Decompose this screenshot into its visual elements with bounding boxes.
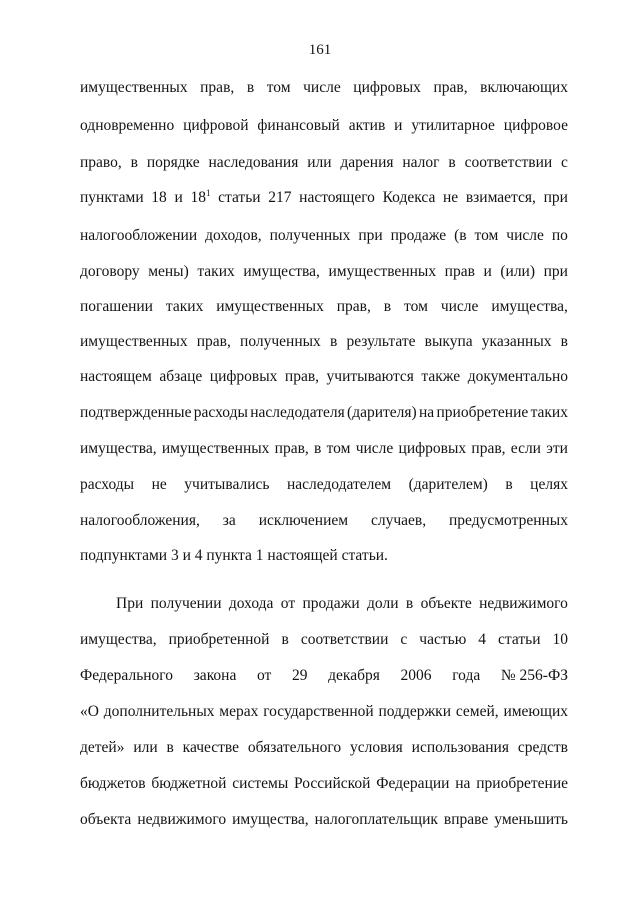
word: цифровых (209, 368, 278, 385)
word: поддержки (378, 703, 452, 720)
word: пунктами (80, 189, 144, 206)
word: цифровых (353, 79, 421, 96)
word: прав, (200, 79, 235, 96)
word: погашении (80, 298, 153, 315)
word: указанных (481, 333, 552, 350)
word: имущественных (80, 79, 188, 96)
word: имущественных (216, 298, 324, 315)
word: наследодателем (286, 476, 392, 493)
word: 10 (552, 631, 568, 648)
word: цифровой (183, 117, 249, 134)
word: имущества, (243, 263, 320, 280)
text-line (80, 702, 568, 722)
word: том (474, 227, 499, 244)
word: дохода (228, 595, 274, 612)
word: продаже (390, 227, 447, 244)
word: имущества, (491, 298, 568, 315)
word: дополнительных (103, 703, 215, 720)
word: право, (80, 154, 122, 171)
word: прав, (284, 368, 320, 385)
word: вправе (443, 811, 489, 828)
word: эти (546, 440, 568, 457)
word: не (443, 189, 459, 206)
word: включающих (480, 79, 568, 96)
word: финансовый (257, 117, 340, 134)
word: (или) (500, 263, 536, 280)
text-line (80, 297, 568, 317)
text-line (80, 403, 568, 423)
word: таких (197, 263, 235, 280)
text-line (80, 475, 568, 495)
word: объекте (420, 595, 472, 612)
text-line (80, 226, 568, 246)
word: расходы (193, 404, 248, 421)
word: объекта (80, 811, 132, 828)
word: таких (530, 404, 568, 421)
text-line (80, 188, 568, 208)
word: (дарителем) (408, 476, 488, 493)
word: в (130, 154, 138, 171)
word: если (510, 440, 541, 457)
word: доли (367, 595, 399, 612)
word: также (421, 368, 461, 385)
word: имущества, (80, 631, 157, 648)
word: 29 (292, 667, 308, 684)
word: том (326, 440, 351, 457)
word: Федерации (376, 775, 450, 792)
word: при (543, 189, 568, 206)
word: 217 (268, 189, 292, 206)
word: имеющих (503, 703, 568, 720)
word: прав, (336, 298, 371, 315)
word: в (448, 154, 456, 171)
word: (в (454, 227, 467, 244)
text-line (80, 666, 568, 686)
word: качестве (182, 739, 240, 756)
page-number: 161 (308, 42, 332, 58)
word: (дарителя) (347, 404, 417, 421)
word: дарения (340, 154, 394, 171)
word: по (551, 227, 568, 244)
word: 2006 (400, 667, 432, 684)
word: исключением (258, 512, 349, 529)
word: При (116, 595, 144, 612)
word: в (383, 298, 392, 315)
word: Федерального (80, 667, 174, 684)
word: прав, (196, 333, 231, 350)
word: в (405, 595, 414, 612)
word: закона (193, 667, 237, 684)
word: № 256-ФЗ (500, 667, 568, 684)
word: статьи (498, 631, 541, 648)
word: утилитарное (411, 117, 495, 134)
word: договору (80, 263, 140, 280)
text-line (80, 439, 568, 459)
word: результате (346, 333, 416, 350)
word: мены) (148, 263, 189, 280)
word: доходов, (205, 227, 262, 244)
word: налогообложении (80, 227, 198, 244)
word: актив (348, 117, 386, 134)
word: полученных (269, 227, 351, 244)
word: на (419, 404, 435, 421)
word: цифровое (503, 117, 568, 134)
word: на (455, 775, 471, 792)
word: прав, (274, 440, 309, 457)
word: семей, (455, 703, 499, 720)
word: продажи (302, 595, 360, 612)
word: недвижимого (479, 595, 568, 612)
word: числе (440, 298, 479, 315)
word: и (394, 117, 403, 134)
text-line (80, 116, 568, 136)
word: обязательного (247, 739, 342, 756)
word: детей» (80, 739, 125, 756)
word: бюджетов (80, 775, 146, 792)
word: не (151, 476, 167, 493)
word: прав, (433, 79, 468, 96)
text-line (80, 78, 568, 98)
word: порядке (146, 154, 200, 171)
word: с (400, 631, 408, 648)
word: года (452, 667, 481, 684)
word: имущества, (80, 440, 157, 457)
word: подтвержденные (80, 404, 192, 421)
word: налог (402, 154, 440, 171)
word: наследодателя (250, 404, 345, 421)
word: том (266, 79, 291, 96)
word: и (174, 189, 183, 206)
word: соответствии (464, 154, 553, 171)
word: одновременно (80, 117, 175, 134)
word: $18^1$ (190, 188, 211, 206)
word: бюджетной (151, 775, 227, 792)
word: системы (232, 775, 289, 792)
word: приобретение (436, 404, 529, 421)
word: или (133, 739, 158, 756)
text-line (80, 153, 568, 173)
word: в (505, 476, 513, 493)
word: числе (303, 79, 341, 96)
word: приобретенной (168, 631, 270, 648)
word: условия (349, 739, 403, 756)
text-line (80, 262, 568, 282)
word: настоящего (299, 189, 375, 206)
word: в (314, 440, 322, 457)
text-line (80, 810, 568, 830)
word: абзаце (159, 368, 203, 385)
word: таких (165, 298, 204, 315)
word: учитывались (184, 476, 270, 493)
text-line (80, 332, 568, 352)
word: средств (517, 739, 568, 756)
word: от (280, 595, 296, 612)
word: статьи (218, 189, 261, 206)
word: случаев, (370, 512, 427, 529)
word: и (483, 263, 492, 280)
word: декабря (328, 667, 380, 684)
text-line (80, 367, 568, 387)
word: в (246, 79, 255, 96)
text-line (116, 594, 568, 614)
word: Кодекса (382, 189, 436, 206)
word: имущественных (80, 333, 188, 350)
word: расходы (80, 476, 135, 493)
word: использования (411, 739, 509, 756)
word: выкупа (424, 333, 473, 350)
text-line-last: подпунктами 3 и 4 пункта 1 настоящей статьи. (80, 547, 388, 564)
word: при (358, 227, 383, 244)
word: предусмотренных (449, 512, 568, 529)
word: имущественных (328, 263, 437, 280)
word: мерах (219, 703, 259, 720)
word: уменьшить (494, 811, 568, 828)
text-line (80, 511, 568, 531)
word: имущества, (232, 811, 309, 828)
word: при (543, 263, 568, 280)
word: или (307, 154, 332, 171)
word: полученных (240, 333, 321, 350)
word: в (560, 333, 568, 350)
word: соответствии (300, 631, 389, 648)
word: налогоплательщик (314, 811, 438, 828)
word: том (404, 298, 428, 315)
word: за (222, 512, 236, 529)
word: документально (467, 368, 568, 385)
word: прав, (471, 440, 506, 457)
word: приобретение (476, 775, 568, 792)
word: числе (506, 227, 544, 244)
word: в (281, 631, 289, 648)
word: цифровых (398, 440, 467, 457)
word: с (561, 154, 568, 171)
word: целях (530, 476, 568, 493)
word: наследования (208, 154, 299, 171)
word: «О (80, 703, 99, 720)
word: имущественных (161, 440, 270, 457)
word: взимается, (465, 189, 536, 206)
word: настоящем (80, 368, 152, 385)
word: 18 (151, 189, 167, 206)
word: учитываются (326, 368, 414, 385)
word: в (166, 739, 174, 756)
word: 4 (478, 631, 487, 648)
word: от (257, 667, 272, 684)
text-line (80, 738, 568, 758)
text-line (80, 630, 568, 650)
word: частью (419, 631, 467, 648)
word: Российской (294, 775, 371, 792)
word: налогообложения, (80, 512, 200, 529)
word: прав (444, 263, 475, 280)
word: числе (355, 440, 394, 457)
word: в (329, 333, 338, 350)
text-line (80, 774, 568, 794)
word: недвижимого (137, 811, 227, 828)
word: государственной (263, 703, 374, 720)
word: получении (150, 595, 222, 612)
